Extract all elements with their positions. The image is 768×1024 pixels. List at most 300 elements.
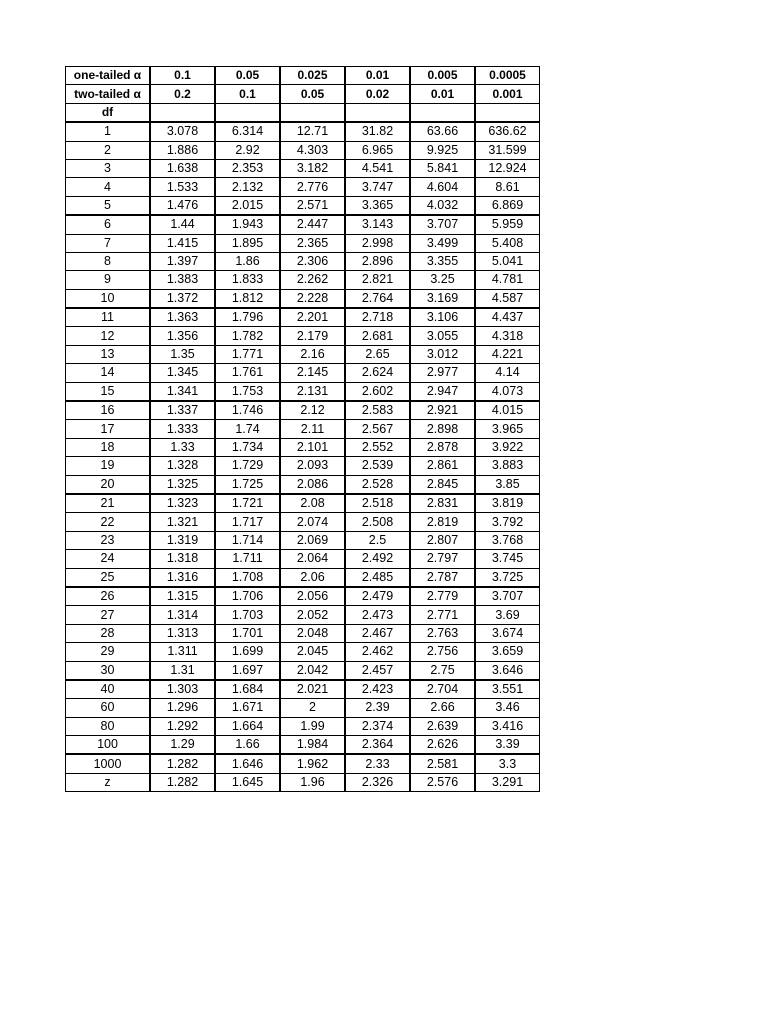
- critical-value-cell: 3.69: [475, 606, 540, 624]
- header-value-cell: [215, 103, 280, 122]
- critical-value-cell: 1.44: [150, 215, 215, 234]
- critical-value-cell: 2.763: [410, 624, 475, 642]
- critical-value-cell: 4.318: [475, 327, 540, 345]
- critical-value-cell: 2.779: [410, 587, 475, 606]
- df-cell: 18: [66, 438, 151, 456]
- critical-value-cell: 1.303: [150, 680, 215, 699]
- critical-value-cell: 1.711: [215, 550, 280, 568]
- table-row: [66, 680, 540, 699]
- df-cell: 25: [66, 568, 151, 587]
- df-cell: 1000: [66, 754, 151, 773]
- critical-value-cell: 1.782: [215, 327, 280, 345]
- critical-value-cell: 2.681: [345, 327, 410, 345]
- header-value-cell: 0.05: [215, 67, 280, 85]
- df-cell: 4: [66, 178, 151, 196]
- critical-value-cell: 2.074: [280, 513, 345, 531]
- df-cell: 40: [66, 680, 151, 699]
- critical-value-cell: 2.5: [345, 531, 410, 549]
- critical-value-cell: 1.363: [150, 308, 215, 327]
- table-row: [66, 178, 540, 196]
- critical-value-cell: 3.768: [475, 531, 540, 549]
- critical-value-cell: 2.845: [410, 475, 475, 494]
- critical-value-cell: 2.539: [345, 457, 410, 475]
- critical-value-cell: 1.313: [150, 624, 215, 642]
- df-cell: 10: [66, 289, 151, 308]
- critical-value-cell: 1.703: [215, 606, 280, 624]
- critical-value-cell: 2.602: [345, 382, 410, 401]
- critical-value-cell: 1.296: [150, 699, 215, 717]
- critical-value-cell: 1.318: [150, 550, 215, 568]
- table-row: [66, 401, 540, 420]
- header-value-cell: 0.01: [410, 85, 475, 103]
- critical-value-cell: 2.576: [410, 773, 475, 791]
- critical-value-cell: 3.707: [410, 215, 475, 234]
- critical-value-cell: 2.508: [345, 513, 410, 531]
- table-row: [66, 624, 540, 642]
- critical-value-cell: 5.408: [475, 234, 540, 252]
- critical-value-cell: 2.306: [280, 252, 345, 270]
- critical-value-cell: 3.965: [475, 420, 540, 438]
- critical-value-cell: 1.708: [215, 568, 280, 587]
- critical-value-cell: 3.291: [475, 773, 540, 791]
- critical-value-cell: 2: [280, 699, 345, 717]
- table-row: [66, 699, 540, 717]
- critical-value-cell: 5.841: [410, 159, 475, 177]
- table-row: [66, 141, 540, 159]
- table-row: [66, 754, 540, 773]
- critical-value-cell: 1.66: [215, 736, 280, 755]
- critical-value-cell: 3.747: [345, 178, 410, 196]
- critical-value-cell: 3.646: [475, 661, 540, 680]
- critical-value-cell: 2.75: [410, 661, 475, 680]
- critical-value-cell: 2.069: [280, 531, 345, 549]
- critical-value-cell: 2.042: [280, 661, 345, 680]
- table-row: [66, 606, 540, 624]
- critical-value-cell: 1.315: [150, 587, 215, 606]
- critical-value-cell: 12.924: [475, 159, 540, 177]
- header-value-cell: 0.05: [280, 85, 345, 103]
- critical-value-cell: 2.132: [215, 178, 280, 196]
- df-cell: 9: [66, 271, 151, 289]
- critical-value-cell: 1.31: [150, 661, 215, 680]
- critical-value-cell: 1.328: [150, 457, 215, 475]
- critical-value-cell: 2.518: [345, 494, 410, 513]
- critical-value-cell: 2.11: [280, 420, 345, 438]
- critical-value-cell: 6.869: [475, 196, 540, 215]
- critical-value-cell: 2.492: [345, 550, 410, 568]
- critical-value-cell: 1.96: [280, 773, 345, 791]
- table-row: [66, 252, 540, 270]
- critical-value-cell: 1.714: [215, 531, 280, 549]
- critical-value-cell: 1.895: [215, 234, 280, 252]
- table-row: [66, 271, 540, 289]
- critical-value-cell: 1.753: [215, 382, 280, 401]
- critical-value-cell: 2.718: [345, 308, 410, 327]
- critical-value-cell: 1.701: [215, 624, 280, 642]
- critical-value-cell: 2.093: [280, 457, 345, 475]
- critical-value-cell: 1.761: [215, 364, 280, 382]
- critical-value-cell: 2.898: [410, 420, 475, 438]
- header-value-cell: 0.005: [410, 67, 475, 85]
- critical-value-cell: 2.92: [215, 141, 280, 159]
- critical-value-cell: 4.015: [475, 401, 540, 420]
- critical-value-cell: 4.303: [280, 141, 345, 159]
- critical-value-cell: 1.74: [215, 420, 280, 438]
- critical-value-cell: 2.571: [280, 196, 345, 215]
- critical-value-cell: 2.878: [410, 438, 475, 456]
- header-value-cell: 0.1: [150, 67, 215, 85]
- table-row: [66, 122, 540, 141]
- critical-value-cell: 2.639: [410, 717, 475, 735]
- critical-value-cell: 1.962: [280, 754, 345, 773]
- df-cell: 23: [66, 531, 151, 549]
- critical-value-cell: 5.041: [475, 252, 540, 270]
- critical-value-cell: 2.473: [345, 606, 410, 624]
- df-cell: 26: [66, 587, 151, 606]
- critical-value-cell: 4.221: [475, 345, 540, 363]
- critical-value-cell: 4.437: [475, 308, 540, 327]
- table-row: [66, 438, 540, 456]
- critical-value-cell: 1.646: [215, 754, 280, 773]
- table-row: [66, 289, 540, 308]
- critical-value-cell: 3.182: [280, 159, 345, 177]
- critical-value-cell: 3.25: [410, 271, 475, 289]
- critical-value-cell: 2.552: [345, 438, 410, 456]
- table-row: [66, 736, 540, 755]
- critical-value-cell: 2.787: [410, 568, 475, 587]
- critical-value-cell: 3.674: [475, 624, 540, 642]
- critical-value-cell: 1.706: [215, 587, 280, 606]
- critical-value-cell: 2.06: [280, 568, 345, 587]
- df-cell: 21: [66, 494, 151, 513]
- critical-value-cell: 2.326: [345, 773, 410, 791]
- critical-value-cell: 8.61: [475, 178, 540, 196]
- critical-value-cell: 1.325: [150, 475, 215, 494]
- critical-value-cell: 2.045: [280, 643, 345, 661]
- table-row: [66, 513, 540, 531]
- table-row: [66, 364, 540, 382]
- df-cell: 14: [66, 364, 151, 382]
- critical-value-cell: 3.819: [475, 494, 540, 513]
- critical-value-cell: 2.462: [345, 643, 410, 661]
- df-cell: 15: [66, 382, 151, 401]
- critical-value-cell: 2.262: [280, 271, 345, 289]
- critical-value-cell: 2.365: [280, 234, 345, 252]
- header-value-cell: 0.001: [475, 85, 540, 103]
- critical-value-cell: 1.533: [150, 178, 215, 196]
- df-cell: 24: [66, 550, 151, 568]
- header-label-cell: two-tailed α: [66, 85, 151, 103]
- df-cell: 6: [66, 215, 151, 234]
- header-value-cell: [280, 103, 345, 122]
- critical-value-cell: 1.721: [215, 494, 280, 513]
- df-cell: 11: [66, 308, 151, 327]
- header-row: [66, 103, 540, 122]
- critical-value-cell: 3.143: [345, 215, 410, 234]
- critical-value-cell: 1.323: [150, 494, 215, 513]
- critical-value-cell: 2.056: [280, 587, 345, 606]
- table-row: [66, 717, 540, 735]
- critical-value-cell: 3.499: [410, 234, 475, 252]
- df-cell: 60: [66, 699, 151, 717]
- critical-value-cell: 1.645: [215, 773, 280, 791]
- t-table-container: [65, 66, 540, 792]
- critical-value-cell: 2.364: [345, 736, 410, 755]
- critical-value-cell: 2.39: [345, 699, 410, 717]
- critical-value-cell: 2.052: [280, 606, 345, 624]
- header-value-cell: 0.2: [150, 85, 215, 103]
- header-label-cell: df: [66, 103, 151, 122]
- header-value-cell: 0.0005: [475, 67, 540, 85]
- header-value-cell: [475, 103, 540, 122]
- critical-value-cell: 2.807: [410, 531, 475, 549]
- critical-value-cell: 2.08: [280, 494, 345, 513]
- critical-value-cell: 6.314: [215, 122, 280, 141]
- critical-value-cell: 3.46: [475, 699, 540, 717]
- table-row: [66, 457, 540, 475]
- critical-value-cell: 1.984: [280, 736, 345, 755]
- header-value-cell: 0.1: [215, 85, 280, 103]
- critical-value-cell: 1.725: [215, 475, 280, 494]
- critical-value-cell: 2.756: [410, 643, 475, 661]
- critical-value-cell: 1.282: [150, 754, 215, 773]
- df-cell: 20: [66, 475, 151, 494]
- critical-value-cell: 2.467: [345, 624, 410, 642]
- t-critical-values-table: [65, 66, 540, 792]
- critical-value-cell: 2.048: [280, 624, 345, 642]
- critical-value-cell: 2.145: [280, 364, 345, 382]
- table-row: [66, 234, 540, 252]
- header-value-cell: 0.025: [280, 67, 345, 85]
- critical-value-cell: 2.947: [410, 382, 475, 401]
- df-cell: 80: [66, 717, 151, 735]
- df-cell: 12: [66, 327, 151, 345]
- critical-value-cell: 4.14: [475, 364, 540, 382]
- critical-value-cell: 4.587: [475, 289, 540, 308]
- header-value-cell: [150, 103, 215, 122]
- critical-value-cell: 2.086: [280, 475, 345, 494]
- critical-value-cell: 1.886: [150, 141, 215, 159]
- critical-value-cell: 1.356: [150, 327, 215, 345]
- critical-value-cell: 4.781: [475, 271, 540, 289]
- critical-value-cell: 9.925: [410, 141, 475, 159]
- critical-value-cell: 1.29: [150, 736, 215, 755]
- critical-value-cell: 2.567: [345, 420, 410, 438]
- table-row: [66, 494, 540, 513]
- critical-value-cell: 2.16: [280, 345, 345, 363]
- critical-value-cell: 1.812: [215, 289, 280, 308]
- df-cell: 22: [66, 513, 151, 531]
- df-cell: 2: [66, 141, 151, 159]
- df-cell: 29: [66, 643, 151, 661]
- critical-value-cell: 4.032: [410, 196, 475, 215]
- critical-value-cell: 1.292: [150, 717, 215, 735]
- critical-value-cell: 3.169: [410, 289, 475, 308]
- df-cell: 30: [66, 661, 151, 680]
- df-cell: 1: [66, 122, 151, 141]
- critical-value-cell: 1.746: [215, 401, 280, 420]
- table-row: [66, 308, 540, 327]
- df-cell: 13: [66, 345, 151, 363]
- critical-value-cell: 1.833: [215, 271, 280, 289]
- critical-value-cell: 3.725: [475, 568, 540, 587]
- header-value-cell: 0.02: [345, 85, 410, 103]
- critical-value-cell: 636.62: [475, 122, 540, 141]
- critical-value-cell: 2.447: [280, 215, 345, 234]
- critical-value-cell: 2.771: [410, 606, 475, 624]
- critical-value-cell: 2.353: [215, 159, 280, 177]
- critical-value-cell: 2.821: [345, 271, 410, 289]
- critical-value-cell: 3.883: [475, 457, 540, 475]
- header-label-cell: one-tailed α: [66, 67, 151, 85]
- critical-value-cell: 2.626: [410, 736, 475, 755]
- df-cell: 19: [66, 457, 151, 475]
- critical-value-cell: 1.729: [215, 457, 280, 475]
- critical-value-cell: 2.064: [280, 550, 345, 568]
- table-body: [66, 67, 540, 792]
- critical-value-cell: 2.423: [345, 680, 410, 699]
- critical-value-cell: 1.796: [215, 308, 280, 327]
- critical-value-cell: 1.943: [215, 215, 280, 234]
- critical-value-cell: 4.604: [410, 178, 475, 196]
- critical-value-cell: 2.528: [345, 475, 410, 494]
- critical-value-cell: 1.664: [215, 717, 280, 735]
- critical-value-cell: 1.316: [150, 568, 215, 587]
- critical-value-cell: 1.321: [150, 513, 215, 531]
- critical-value-cell: 2.485: [345, 568, 410, 587]
- critical-value-cell: 2.977: [410, 364, 475, 382]
- df-cell: 100: [66, 736, 151, 755]
- table-row: [66, 531, 540, 549]
- critical-value-cell: 2.12: [280, 401, 345, 420]
- table-row: [66, 661, 540, 680]
- critical-value-cell: 2.021: [280, 680, 345, 699]
- critical-value-cell: 1.671: [215, 699, 280, 717]
- critical-value-cell: 1.337: [150, 401, 215, 420]
- header-row: [66, 67, 540, 85]
- critical-value-cell: 2.65: [345, 345, 410, 363]
- critical-value-cell: 2.776: [280, 178, 345, 196]
- critical-value-cell: 2.33: [345, 754, 410, 773]
- critical-value-cell: 2.101: [280, 438, 345, 456]
- table-row: [66, 568, 540, 587]
- critical-value-cell: 1.397: [150, 252, 215, 270]
- critical-value-cell: 3.39: [475, 736, 540, 755]
- critical-value-cell: 3.551: [475, 680, 540, 699]
- critical-value-cell: 3.707: [475, 587, 540, 606]
- critical-value-cell: 2.896: [345, 252, 410, 270]
- critical-value-cell: 1.311: [150, 643, 215, 661]
- df-cell: 17: [66, 420, 151, 438]
- critical-value-cell: 12.71: [280, 122, 345, 141]
- df-cell: 7: [66, 234, 151, 252]
- critical-value-cell: 3.85: [475, 475, 540, 494]
- df-cell: z: [66, 773, 151, 791]
- critical-value-cell: 3.922: [475, 438, 540, 456]
- df-cell: 8: [66, 252, 151, 270]
- table-row: [66, 382, 540, 401]
- critical-value-cell: 1.476: [150, 196, 215, 215]
- critical-value-cell: 2.201: [280, 308, 345, 327]
- table-row: [66, 550, 540, 568]
- table-row: [66, 643, 540, 661]
- critical-value-cell: 31.82: [345, 122, 410, 141]
- table-row: [66, 345, 540, 363]
- critical-value-cell: 2.581: [410, 754, 475, 773]
- df-cell: 27: [66, 606, 151, 624]
- table-row: [66, 196, 540, 215]
- critical-value-cell: 2.831: [410, 494, 475, 513]
- critical-value-cell: 2.624: [345, 364, 410, 382]
- critical-value-cell: 3.106: [410, 308, 475, 327]
- table-row: [66, 420, 540, 438]
- critical-value-cell: 2.704: [410, 680, 475, 699]
- table-row: [66, 215, 540, 234]
- critical-value-cell: 1.345: [150, 364, 215, 382]
- critical-value-cell: 1.333: [150, 420, 215, 438]
- critical-value-cell: 3.745: [475, 550, 540, 568]
- critical-value-cell: 2.797: [410, 550, 475, 568]
- critical-value-cell: 2.921: [410, 401, 475, 420]
- critical-value-cell: 2.998: [345, 234, 410, 252]
- table-row: [66, 159, 540, 177]
- critical-value-cell: 3.365: [345, 196, 410, 215]
- critical-value-cell: 1.33: [150, 438, 215, 456]
- critical-value-cell: 2.131: [280, 382, 345, 401]
- critical-value-cell: 2.819: [410, 513, 475, 531]
- critical-value-cell: 63.66: [410, 122, 475, 141]
- critical-value-cell: 1.771: [215, 345, 280, 363]
- critical-value-cell: 4.073: [475, 382, 540, 401]
- critical-value-cell: 1.717: [215, 513, 280, 531]
- critical-value-cell: 1.372: [150, 289, 215, 308]
- critical-value-cell: 2.457: [345, 661, 410, 680]
- header-value-cell: [410, 103, 475, 122]
- critical-value-cell: 2.015: [215, 196, 280, 215]
- critical-value-cell: 1.734: [215, 438, 280, 456]
- critical-value-cell: 2.374: [345, 717, 410, 735]
- critical-value-cell: 3.078: [150, 122, 215, 141]
- critical-value-cell: 1.35: [150, 345, 215, 363]
- critical-value-cell: 2.66: [410, 699, 475, 717]
- df-cell: 28: [66, 624, 151, 642]
- critical-value-cell: 1.314: [150, 606, 215, 624]
- critical-value-cell: 3.012: [410, 345, 475, 363]
- table-row: [66, 327, 540, 345]
- table-row: [66, 475, 540, 494]
- table-row: [66, 773, 540, 791]
- critical-value-cell: 1.638: [150, 159, 215, 177]
- critical-value-cell: 3.792: [475, 513, 540, 531]
- critical-value-cell: 2.861: [410, 457, 475, 475]
- critical-value-cell: 1.86: [215, 252, 280, 270]
- critical-value-cell: 5.959: [475, 215, 540, 234]
- critical-value-cell: 2.228: [280, 289, 345, 308]
- critical-value-cell: 6.965: [345, 141, 410, 159]
- critical-value-cell: 3.659: [475, 643, 540, 661]
- df-cell: 16: [66, 401, 151, 420]
- critical-value-cell: 2.583: [345, 401, 410, 420]
- critical-value-cell: 4.541: [345, 159, 410, 177]
- critical-value-cell: 1.383: [150, 271, 215, 289]
- critical-value-cell: 1.341: [150, 382, 215, 401]
- critical-value-cell: 1.697: [215, 661, 280, 680]
- critical-value-cell: 3.355: [410, 252, 475, 270]
- critical-value-cell: 1.99: [280, 717, 345, 735]
- df-cell: 3: [66, 159, 151, 177]
- critical-value-cell: 2.479: [345, 587, 410, 606]
- critical-value-cell: 2.764: [345, 289, 410, 308]
